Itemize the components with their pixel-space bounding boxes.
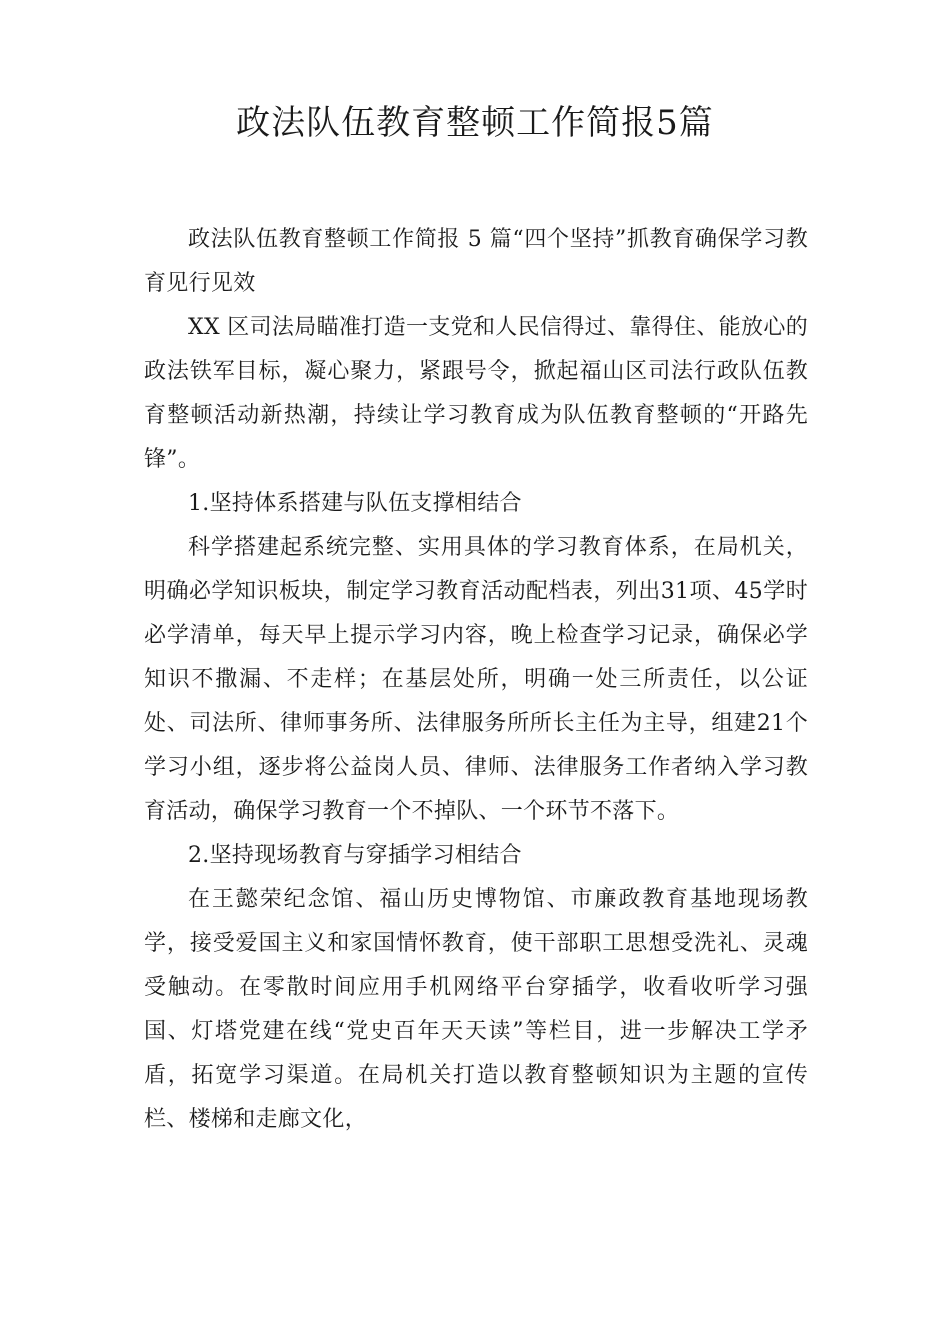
- document-title: 政法队伍教育整顿工作简报5篇: [236, 103, 714, 143]
- paragraph-overview: XX 区司法局瞄准打造一支党和人民信得过、靠得住、能放心的政法铁军目标，凝心聚力，紧跟号令，掀起福山区司法行政队伍教育整顿活动新热潮，持续让学习教育成为队伍教育整顿的“开路先锋”。: [144, 315, 808, 472]
- section-heading-2: 2.坚持现场教育与穿插学习相结合: [188, 843, 522, 868]
- paragraph-section-2: 在王懿荣纪念馆、福山历史博物馆、市廉政教育基地现场教学，接受爱国主义和家国情怀教育，使干部职工思想受洗礼、灵魂受触动。在零散时间应用手机网络平台穿插学，收看收听学习强国、灯塔党建在线“党史百年天天读”等栏目，进一步解决工学矛盾，拓宽学习渠道。在局机关打造以教育整顿知识为主题的宣传栏、楼梯和走廊文化，: [144, 887, 808, 1132]
- document-body: [144, 218, 808, 1142]
- paragraph-section-1: 科学搭建起系统完整、实用具体的学习教育体系，在局机关，明确必学知识板块，制定学习教育活动配档表，列出31项、45学时必学清单，每天早上提示学习内容，晚上检查学习记录，确保必学知识不撒漏、不走样；在基层处所，明确一处三所责任，以公证处、司法所、律师事务所、法律服务所所长主任为主导，组建21个学习小组，逐步将公益岗人员、律师、法律服务工作者纳入学习教育活动，确保学习教育一个不掉队、一个环节不落下。: [144, 535, 808, 824]
- paragraph-intro: 政法队伍教育整顿工作简报 5 篇“四个坚持”抓教育确保学习教育见行见效: [144, 227, 808, 296]
- section-heading-1: 1.坚持体系搭建与队伍支撑相结合: [188, 491, 522, 516]
